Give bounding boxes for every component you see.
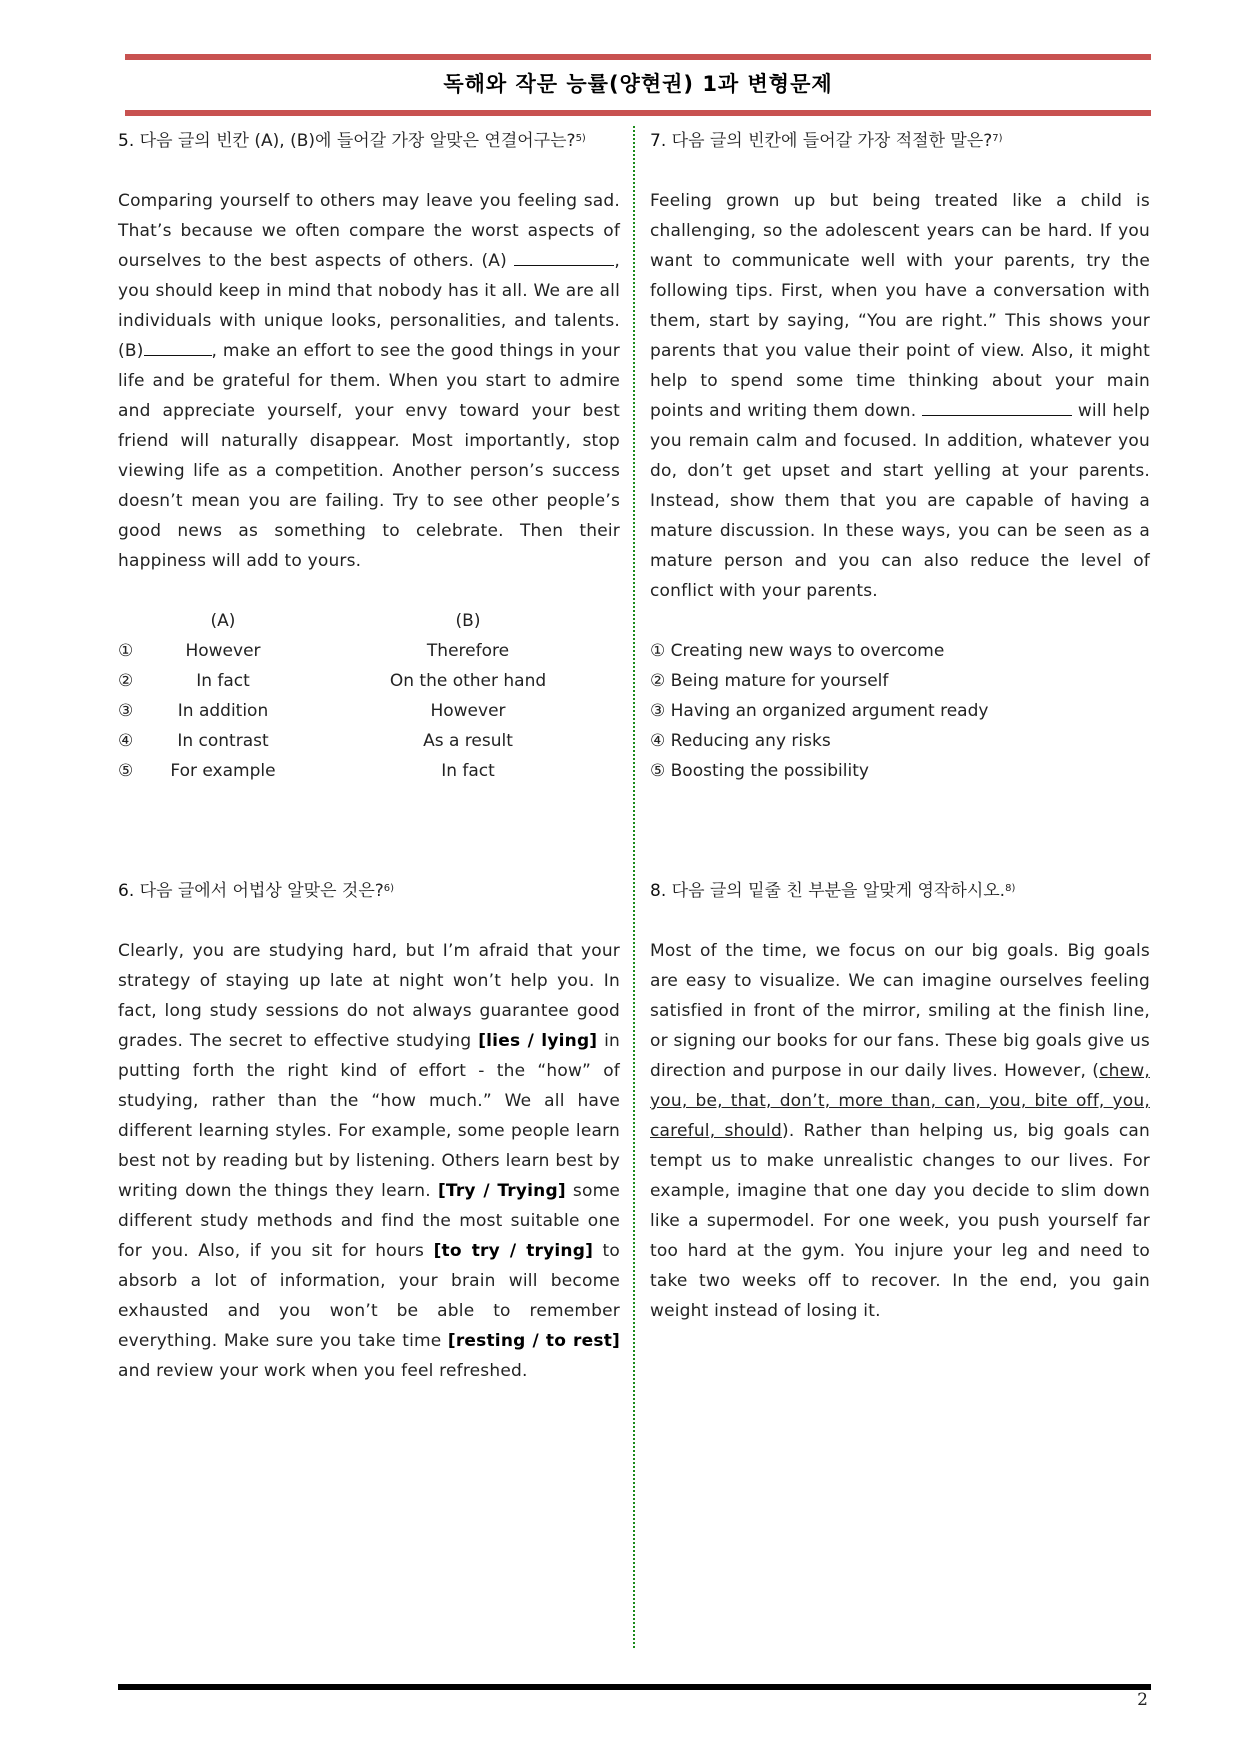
option-b-value: On the other hand	[389, 671, 547, 691]
question-number: 6.	[118, 881, 135, 901]
choice-1[interactable]: ① Creating new ways to overcome	[650, 641, 945, 661]
option-row[interactable]	[118, 696, 620, 726]
passage-text: in putting forth the right kind of effort - the “how” of studying, rather than the “how much.” We all have different learning styles. For example, some people learn best not by reading but by listening. Others learn best by writing down the things they learn.	[118, 1031, 620, 1201]
option-a-value: However	[185, 641, 261, 661]
passage-text: some different study methods and find the most suitable one for you. Also, if you sit for hours	[118, 1181, 621, 1261]
question-text: 다음 글의 밑줄 친 부분을 알맞게 영작하시오.	[671, 881, 1006, 901]
grammar-choice-1: [lies / lying]	[478, 1031, 598, 1051]
passage-text: , you should keep in mind that nobody has it all. We are all individuals with unique looks, personalities, and talents. (B)	[118, 251, 620, 361]
option-a-value: For example	[170, 761, 276, 781]
page-number: 2	[1137, 1690, 1148, 1710]
answer-choices	[650, 636, 1150, 786]
passage-text: will help you remain calm and focused. In addition, whatever you do, don’t get upset and start yelling at your parents. Instead, show them that you are capable of having a mature discussion. In these ways, you can be seen as a mature person and you can also reduce the level of conflict with your parents.	[650, 401, 1150, 601]
column-header-a: (A)	[210, 611, 236, 631]
option-row[interactable]	[118, 636, 620, 666]
choice-2[interactable]: ② Being mature for yourself	[650, 671, 889, 691]
question-5	[118, 124, 620, 786]
question-8-passage	[650, 936, 1150, 1326]
grammar-choice-3: [to try / trying]	[433, 1241, 594, 1261]
footnote-ref: 8)	[1005, 883, 1016, 894]
option-row[interactable]	[118, 756, 620, 786]
option-number: ③	[118, 701, 134, 721]
option-a-value: In addition	[177, 701, 269, 721]
blank-b	[144, 337, 212, 356]
blank-a	[514, 247, 614, 266]
passage-text: Most of the time, we focus on our big goals. Big goals are easy to visualize. We can imagine ourselves feeling satisfied in front of the mirror, smiling at the finish line, or signing our books for our fans. These big goals give us direction and purpose in our daily lives. However, (	[650, 941, 1150, 1081]
option-b-value: Therefore	[426, 641, 510, 661]
question-7-prompt	[650, 124, 1150, 156]
grammar-choice-2: [Try / Trying]	[437, 1181, 566, 1201]
choice-4[interactable]: ④ Reducing any risks	[650, 731, 831, 751]
question-7	[650, 124, 1150, 786]
footnote-ref: 6)	[383, 883, 395, 894]
grammar-choice-4: [resting / to rest]	[447, 1331, 620, 1351]
question-8-prompt	[650, 874, 1150, 906]
question-6-prompt	[118, 874, 620, 906]
option-b-value: As a result	[423, 731, 513, 751]
column-divider	[633, 126, 635, 1648]
question-5-passage	[118, 186, 620, 576]
footnote-ref: 7)	[992, 133, 1003, 144]
passage-text: Comparing yourself to others may leave you feeling sad. That’s because we often compare the worst aspects of ourselves to the best aspects of others. (A)	[118, 191, 620, 271]
answer-options-table	[118, 606, 620, 786]
option-b-value: However	[430, 701, 506, 721]
option-number: ④	[118, 731, 134, 751]
question-number: 7.	[650, 131, 667, 151]
option-row[interactable]	[118, 666, 620, 696]
passage-text: Clearly, you are studying hard, but I’m afraid that your strategy of staying up late at night won’t help you. In fact, long study sessions do not always guarantee good grades. The secret to effective studying	[118, 941, 620, 1051]
question-8	[650, 874, 1150, 1326]
option-number: ①	[118, 641, 134, 661]
option-a-value: In contrast	[177, 731, 269, 751]
options-header-row	[118, 606, 620, 636]
footnote-ref: 5)	[575, 133, 586, 144]
option-number: ⑤	[118, 761, 134, 781]
page-title: 독해와 작문 능률(양현권) 1과 변형문제	[443, 72, 833, 96]
question-number: 8.	[650, 881, 667, 901]
passage-text: to absorb a lot of information, your brain will become exhausted and you won’t be able to remember everything. Make sure you take time	[118, 1241, 620, 1351]
option-number: ②	[118, 671, 134, 691]
question-6	[118, 874, 620, 1386]
option-row[interactable]	[118, 726, 620, 756]
passage-text: Feeling grown up but being treated like a child is challenging, so the adolescent years can be hard. If you want to communicate well with your parents, try the following tips. First, when you have a conversation with them, start by saying, “You are right.” This shows your parents that you value their point of view. Also, it might help to spend some time thinking about your main points and writing them down.	[650, 191, 1150, 421]
answer-blank	[922, 397, 1072, 416]
question-text: 다음 글의 빈칸 (A), (B)에 들어갈 가장 알맞은 연결어구는?	[139, 131, 576, 151]
question-number: 5.	[118, 131, 135, 151]
choice-5[interactable]: ⑤ Boosting the possibility	[650, 761, 869, 781]
question-text: 다음 글의 빈칸에 들어갈 가장 적절한 말은?	[671, 131, 993, 151]
header-top-rule	[125, 54, 1151, 60]
passage-text: , make an effort to see the good things in your life and be grateful for them. When you start to admire and appreciate yourself, your envy toward your best friend will naturally disappear. Most importantly, stop viewing life as a competition. Another person’s success doesn’t mean you are failing. Try to see other people’s good news as something to celebrate. Then their happiness will add to yours.	[118, 341, 620, 571]
passage-text: and review your work when you feel refreshed.	[118, 1361, 528, 1381]
passage-text: ). Rather than helping us, big goals can tempt us to make unrealistic changes to our lives. For example, imagine that one day you decide to slim down like a supermodel. For one week, you push yourself far too hard at the gym. You injure your leg and need to take two weeks off to recover. In the end, you gain weight instead of losing it.	[650, 1121, 1151, 1321]
choice-3[interactable]: ③ Having an organized argument ready	[650, 701, 989, 721]
question-5-prompt	[118, 124, 620, 156]
footer-rule	[118, 1684, 1151, 1690]
question-7-passage	[650, 186, 1150, 606]
option-b-value: In fact	[441, 761, 495, 781]
header-bottom-rule	[125, 110, 1151, 116]
option-a-value: In fact	[196, 671, 250, 691]
underlined-words: chew, you, be, that, don’t, more than, can, you, bite off, you, careful, should	[650, 1061, 1150, 1141]
question-6-passage	[118, 936, 620, 1386]
question-text: 다음 글에서 어법상 알맞은 것은?	[139, 881, 384, 901]
column-header-b: (B)	[455, 611, 481, 631]
